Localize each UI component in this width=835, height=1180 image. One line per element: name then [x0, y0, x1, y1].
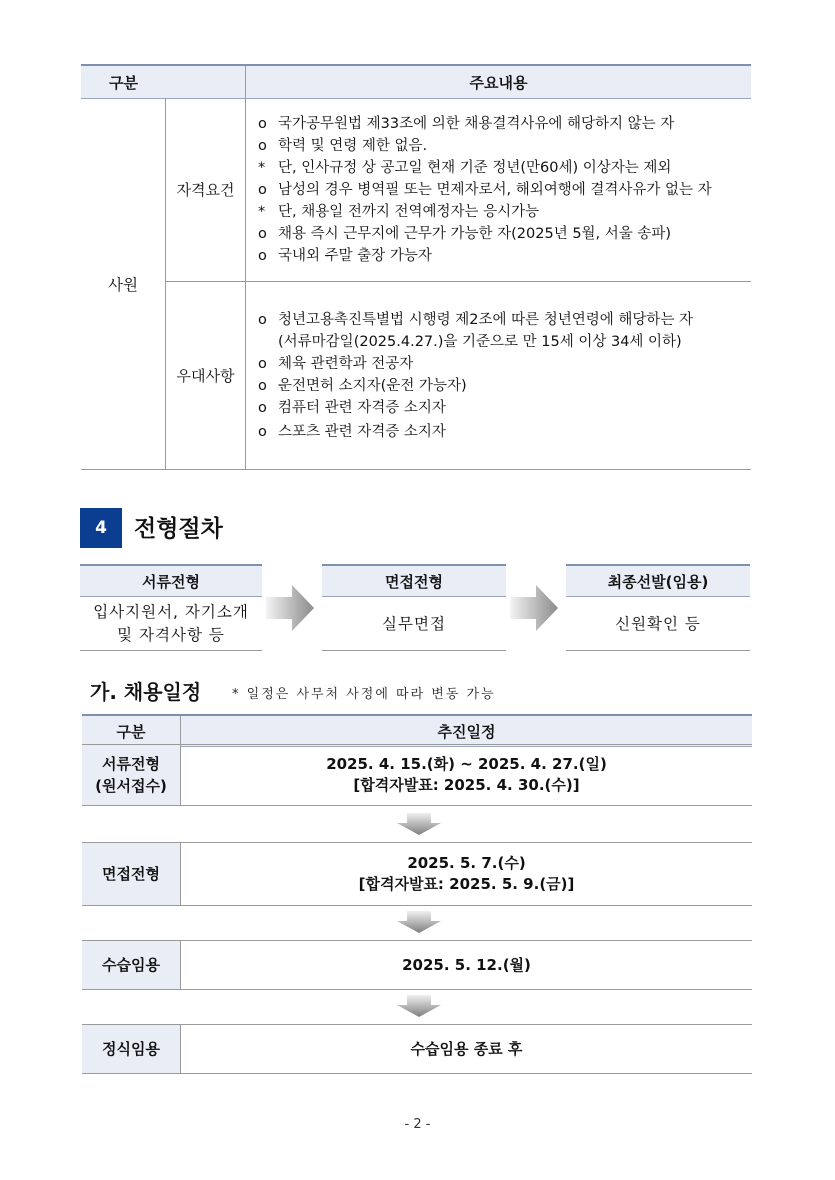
subsection-title: 가. 채용일정: [90, 680, 202, 704]
section-title: 전형절차: [134, 516, 223, 542]
list-item: o 컴퓨터 관련 자격증 소지자: [258, 400, 446, 416]
stage-body: 입사지원서, 자기소개 및 자격사항 등: [93, 603, 249, 644]
list-item: o 운전면허 소지자(운전 가능자): [258, 378, 467, 394]
group-label: 사원: [108, 275, 138, 294]
process-stage-final: [566, 564, 750, 651]
schedule-row: [82, 1024, 752, 1074]
page-number: - 2 -: [404, 1117, 431, 1132]
arrow-right-icon: [266, 585, 314, 635]
arrow-down-icon: [397, 813, 441, 839]
list-item: o 남성의 경우 병역필 또는 면제자로서, 해외여행에 결격사유가 없는 자: [258, 182, 712, 198]
list-item: o 체육 관련학과 전공자: [258, 356, 414, 372]
process-stage-document: [80, 564, 262, 651]
schedule-note: * 일정은 사무처 사정에 따라 변동 가능: [232, 687, 496, 702]
header-content: 주요내용: [469, 73, 528, 92]
stage-body: 실무면접: [382, 614, 446, 633]
schedule-row: [82, 842, 752, 906]
arrow-down-icon: [397, 911, 441, 937]
row-label-preferences: 우대사항: [176, 367, 235, 385]
process-stage-interview: [322, 564, 506, 651]
schedule-header: 구분 추진일정: [82, 714, 752, 747]
arrow-down-icon: [397, 995, 441, 1021]
list-item: o 스포츠 관련 자격증 소지자: [258, 424, 446, 440]
stage-body: 신원확인 등: [615, 614, 701, 633]
list-item: o 학력 및 연령 제한 없음.: [258, 138, 428, 154]
list-item: o 국가공무원법 제33조에 의한 채용결격사유에 해당하지 않는 자: [258, 116, 675, 132]
list-item: o 국내외 주말 출장 가능자: [258, 248, 432, 264]
list-item: (서류마감일(2025.4.27.)을 기준으로 만 15세 이상 34세 이하): [278, 334, 682, 350]
schedule-row-label: 면접전형: [82, 843, 181, 905]
list-item: * 단, 인사규정 상 공고일 현재 기준 정년(만60세) 이상자는 제외: [258, 160, 672, 176]
schedule-row-label: 수습임용: [82, 941, 181, 989]
section-number-badge: 4: [80, 508, 122, 548]
list-item: * 단, 채용일 전까지 전역예정자는 응시가능: [258, 204, 540, 220]
row-label-requirements: 자격요건: [176, 181, 235, 199]
list-item: o 청년고용촉진특별법 시행령 제2조에 따른 청년연령에 해당하는 자: [258, 312, 694, 328]
header-category: 구분: [109, 73, 138, 92]
schedule-row-value: 수습임용 종료 후: [410, 1039, 523, 1058]
stage-title: 서류전형: [80, 564, 262, 597]
schedule-row-label: 서류전형 (원서접수): [82, 745, 181, 805]
schedule-row-value: 2025. 5. 12.(월): [402, 955, 531, 974]
arrow-right-icon: [510, 585, 558, 635]
list-item: o 채용 즉시 근무지에 근무가 가능한 자(2025년 5월, 서울 송파): [258, 226, 672, 242]
stage-title: 최종선발(임용): [566, 564, 750, 597]
schedule-row-value: 2025. 5. 7.(수) [합격자발표: 2025. 5. 9.(금)]: [358, 854, 575, 893]
schedule-row-label: 정식임용: [82, 1025, 181, 1073]
schedule-row: [82, 744, 752, 806]
stage-title: 면접전형: [322, 564, 506, 597]
schedule-row-value: 2025. 4. 15.(화) ~ 2025. 4. 27.(일) [합격자발표: 2025. 4. 30.(수)]: [326, 755, 607, 794]
schedule-row: [82, 940, 752, 990]
